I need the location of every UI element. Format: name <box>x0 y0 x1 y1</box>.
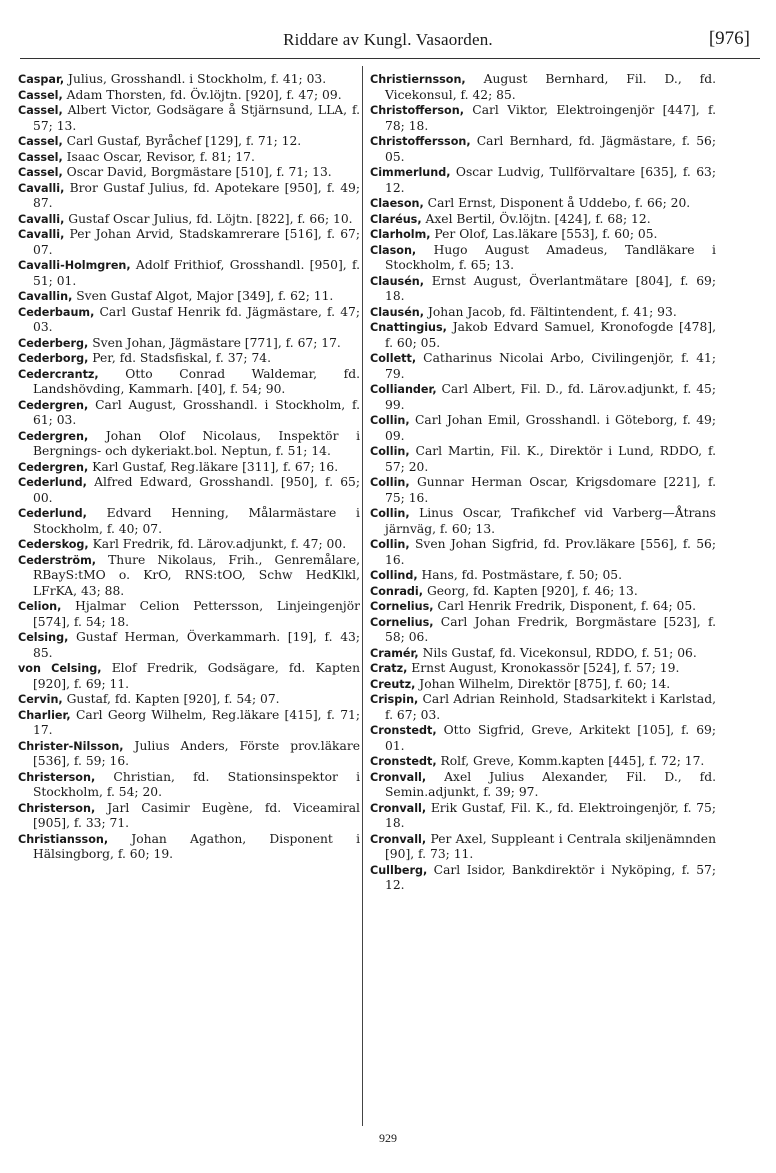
entry-details: Adam Thorsten, fd. Öv.löjtn. [920], f. 47; 09. <box>62 87 342 102</box>
entry-details: Gustaf Herman, Överkammarh. [19], f. 43; 85. <box>33 630 360 660</box>
register-entry <box>370 196 716 212</box>
register-entry <box>18 429 360 460</box>
register-entry <box>18 475 360 506</box>
register-entry <box>18 165 360 181</box>
entry-details: Gustaf, fd. Kapten [920], f. 54; 07. <box>62 692 280 706</box>
entry-surname: Cassel, <box>18 150 63 164</box>
register-entry <box>370 382 716 413</box>
register-entry <box>18 708 360 739</box>
register-entry <box>18 289 360 305</box>
register-entry <box>18 181 360 212</box>
entry-details: Julius, Grosshandl. i Stockholm, f. 41; 03. <box>64 72 327 86</box>
entry-surname: Christiansson, <box>18 832 109 846</box>
register-entry <box>370 506 716 537</box>
page-title: Riddare av Kungl. Vasaorden. <box>283 30 493 49</box>
entry-surname: Cullberg, <box>370 863 428 877</box>
register-entry <box>370 723 716 754</box>
entry-surname: Cassel, <box>18 166 63 179</box>
register-entry <box>18 258 360 289</box>
entry-surname: Cronstedt, <box>370 755 437 768</box>
entry-surname: Cimmerlund, <box>370 166 451 179</box>
register-entry <box>370 832 716 863</box>
entry-surname: Creutz, <box>370 677 416 691</box>
register-entry <box>370 599 716 615</box>
register-entry <box>18 460 360 476</box>
entry-surname: Christer-Nilsson, <box>18 739 124 753</box>
register-entry <box>18 770 360 801</box>
register-entry <box>370 351 716 382</box>
entry-surname: Christoffersson, <box>370 135 471 148</box>
entry-surname: Cederström, <box>18 553 97 567</box>
entry-details: Karl Fredrik, fd. Lärov.adjunkt, f. 47; 00. <box>88 537 347 551</box>
entry-surname: Collin, <box>370 414 410 427</box>
entry-details: Per Olof, Las.läkare [553], f. 60; 05. <box>430 227 658 241</box>
register-entry <box>18 692 360 708</box>
register-entry <box>18 832 360 863</box>
entry-surname: Cavalli-Holmgren, <box>18 259 131 272</box>
entry-surname: Cronvall, <box>370 801 427 815</box>
register-entry <box>370 243 716 274</box>
entry-details: Axel Julius Alexander, Fil. D., fd. Semin.adjunkt, f. 39; 97. <box>385 769 716 799</box>
register-entry <box>18 553 360 600</box>
entry-surname: Cornelius, <box>370 600 434 613</box>
register-entry <box>18 630 360 661</box>
entry-details: Per, fd. Stadsfiskal, f. 37; 74. <box>88 351 271 365</box>
entry-details: Sven Gustaf Algot, Major [349], f. 62; 11. <box>72 289 334 303</box>
entry-details: Julius Anders, Förste prov.läkare [536], f. 59; 16. <box>33 738 360 768</box>
entry-surname: Cederskog, <box>18 538 89 551</box>
entry-details: Catharinus Nicolai Arbo, Civilingenjör, f. 41; 79. <box>385 351 716 381</box>
register-entry <box>18 506 360 537</box>
register-entry <box>370 475 716 506</box>
entry-details: Jarl Casimir Eugène, fd. Viceamiral [905], f. 33; 71. <box>33 800 360 830</box>
register-entry <box>370 320 716 351</box>
entry-details: August Bernhard, Fil. D., fd. Vicekonsul, f. 42; 85. <box>385 72 716 102</box>
entry-details: Axel Bertil, Öv.löjtn. [424], f. 68; 12. <box>421 211 651 226</box>
entry-surname: Cramér, <box>370 646 419 660</box>
entry-surname: Cedergren, <box>18 460 89 474</box>
entry-details: Linus Oscar, Trafikchef vid Varberg—Åtrans järnväg, f. 60; 13. <box>385 506 716 536</box>
register-entry <box>370 770 716 801</box>
entry-details: Bror Gustaf Julius, fd. Apotekare [950], f. 49; 87. <box>33 180 360 210</box>
entry-details: Jakob Edvard Samuel, Kronofogde [478], f. 60; 05. <box>385 320 716 350</box>
entry-surname: Cassel, <box>18 135 63 148</box>
entry-details: Ernst August, Kronokassör [524], f. 57; 19. <box>407 661 680 675</box>
entry-surname: Cavalli, <box>18 212 65 226</box>
entry-details: Erik Gustaf, Fil. K., fd. Elektroingenjör, f. 75; 18. <box>385 800 716 830</box>
entry-surname: Cronstedt, <box>370 724 437 737</box>
left-column <box>18 72 360 863</box>
entry-surname: Cavalli, <box>18 181 65 195</box>
entry-details: Isaac Oscar, Revisor, f. 81; 17. <box>62 149 255 164</box>
register-entry <box>370 568 716 584</box>
entry-surname: Collett, <box>370 352 417 365</box>
register-entry <box>18 88 360 104</box>
register-entry <box>18 72 360 88</box>
register-entry <box>370 863 716 894</box>
entry-details: Otto Sigfrid, Greve, Arkitekt [105], f. 69; 01. <box>385 723 716 753</box>
entry-surname: Christerson, <box>18 770 96 784</box>
entry-details: Elof Fredrik, Godsägare, fd. Kapten [920], f. 69; 11. <box>33 661 361 691</box>
column-divider <box>362 66 363 1126</box>
register-entry <box>18 739 360 770</box>
register-entry <box>370 274 716 305</box>
entry-surname: Caspar, <box>18 73 65 86</box>
entry-details: Johan Jacob, fd. Fältintendent, f. 41; 93. <box>424 304 677 319</box>
entry-surname: Cederlund, <box>18 476 87 489</box>
entry-surname: Cederborg, <box>18 352 89 365</box>
entry-surname: Cedergren, <box>18 429 89 443</box>
entry-details: Per Johan Arvid, Stadskamrerare [516], f. 67; 07. <box>33 227 360 257</box>
register-entry <box>370 165 716 196</box>
register-entry <box>18 212 360 228</box>
register-entry <box>18 537 360 553</box>
entry-details: Carl Georg Wilhelm, Reg.läkare [415], f. 71; 17. <box>33 707 360 737</box>
entry-surname: Collind, <box>370 569 418 582</box>
header-rule <box>20 58 760 59</box>
entry-surname: Clausén, <box>370 274 425 288</box>
entry-details: Hans, fd. Postmästare, f. 50; 05. <box>417 568 623 582</box>
entry-surname: Collin, <box>370 445 410 458</box>
register-entry <box>370 692 716 723</box>
entry-surname: Cassel, <box>18 104 63 117</box>
entry-surname: Colliander, <box>370 383 437 396</box>
entry-surname: Cederlund, <box>18 507 87 520</box>
entry-surname: Claeson, <box>370 197 424 210</box>
entry-surname: Cornelius, <box>370 615 434 629</box>
entry-surname: Cronvall, <box>370 832 427 846</box>
register-entry <box>370 134 716 165</box>
entry-surname: Cedercrantz, <box>18 367 99 381</box>
entry-surname: Cassel, <box>18 88 63 102</box>
entry-details: Carl Gustaf Henrik fd. Jägmästare, f. 47; 03. <box>33 304 360 334</box>
entry-surname: Christiernsson, <box>370 73 466 86</box>
entry-details: Nils Gustaf, fd. Vicekonsul, RDDO, f. 51; 06. <box>418 645 697 660</box>
entry-details: Johan Olof Nicolaus, Inspektör i Bergnings- och dykeriakt.bol. Neptun, f. 51; 14. <box>33 428 360 458</box>
entry-details: Oscar David, Borgmästare [510], f. 71; 13. <box>62 165 332 179</box>
entry-surname: Cederbaum, <box>18 305 95 319</box>
entry-surname: Christerson, <box>18 801 96 815</box>
entry-details: Hugo August Amadeus, Tandläkare i Stockholm, f. 65; 13. <box>385 242 716 272</box>
register-entry <box>18 398 360 429</box>
entry-details: Edvard Henning, Målarmästare i Stockholm, f. 40; 07. <box>33 506 360 536</box>
entry-surname: Clarholm, <box>370 228 431 241</box>
entry-surname: Cratz, <box>370 662 408 675</box>
register-entry <box>18 305 360 336</box>
entry-details: Christian, fd. Stationsinspektor i Stockholm, f. 54; 20. <box>33 769 360 799</box>
entry-details: Ernst August, Överlantmätare [804], f. 69; 18. <box>385 273 716 303</box>
entry-surname: Collin, <box>370 507 410 520</box>
entry-details: Gustaf Oscar Julius, fd. Löjtn. [822], f. 66; 10. <box>64 211 353 226</box>
entry-details: Carl Albert, Fil. D., fd. Lärov.adjunkt, f. 45; 99. <box>385 382 716 412</box>
entry-details: Johan Agathon, Disponent i Hälsingborg, f. 60; 19. <box>33 831 360 861</box>
register-entry <box>370 72 716 103</box>
entry-surname: Celion, <box>18 600 62 613</box>
entry-surname: Cnattingius, <box>370 321 447 334</box>
entry-details: Carl Ernst, Disponent å Uddebo, f. 66; 20. <box>423 196 691 210</box>
entry-details: Sven Johan Sigfrid, fd. Prov.läkare [556], f. 56; 16. <box>385 537 716 567</box>
entry-surname: Clausén, <box>370 305 425 319</box>
entry-surname: Celsing, <box>18 631 69 644</box>
register-entry <box>370 444 716 475</box>
entry-surname: Cronvall, <box>370 770 427 784</box>
entry-surname: Cedergren, <box>18 398 89 412</box>
entry-details: Gunnar Herman Oscar, Krigsdomare [221], f. 75; 16. <box>385 475 716 505</box>
entry-surname: von Celsing, <box>18 662 102 675</box>
entry-details: Carl Adrian Reinhold, Stadsarkitekt i Karlstad, f. 67; 03. <box>385 692 716 722</box>
entry-details: Alfred Edward, Grosshandl. [950], f. 65; 00. <box>33 475 360 505</box>
register-entry <box>18 103 360 134</box>
entry-surname: Charlier, <box>18 708 71 722</box>
register-entry <box>18 661 360 692</box>
register-entry <box>18 801 360 832</box>
entry-details: Carl Isidor, Bankdirektör i Nyköping, f. 57; 12. <box>385 862 716 892</box>
page-number-top: [976] <box>708 28 750 49</box>
register-entry <box>370 103 716 134</box>
entry-details: Carl Martin, Fil. K., Direktör i Lund, RDDO, f. 57; 20. <box>385 444 716 474</box>
entry-details: Carl Johan Fredrik, Borgmästare [523], f. 58; 06. <box>385 614 716 644</box>
entry-details: Otto Conrad Waldemar, fd. Landshövding, Kammarh. [40], f. 54; 90. <box>33 366 360 396</box>
right-column <box>370 72 716 894</box>
register-entry <box>370 212 716 228</box>
register-entry <box>18 367 360 398</box>
register-entry <box>18 150 360 166</box>
register-entry <box>370 305 716 321</box>
entry-details: Per Axel, Suppleant i Centrala skiljenämnden [90], f. 73; 11. <box>385 831 716 861</box>
register-entry <box>370 227 716 243</box>
register-entry <box>370 584 716 600</box>
entry-details: Carl Johan Emil, Grosshandl. i Göteborg, f. 49; 09. <box>385 413 716 443</box>
register-entry <box>370 413 716 444</box>
register-entry <box>370 537 716 568</box>
register-entry <box>370 646 716 662</box>
entry-details: Sven Johan, Jägmästare [771], f. 67; 17. <box>88 335 341 350</box>
entry-details: Carl Viktor, Elektroingenjör [447], f. 78; 18. <box>385 103 716 133</box>
entry-details: Adolf Frithiof, Grosshandl. [950], f. 51; 01. <box>33 258 360 288</box>
entry-surname: Christofferson, <box>370 104 464 117</box>
register-entry <box>370 677 716 693</box>
register-entry <box>18 134 360 150</box>
entry-details: Oscar Ludvig, Tullförvaltare [635], f. 63; 12. <box>385 165 716 195</box>
entry-surname: Cavalli, <box>18 228 65 241</box>
register-entry <box>370 754 716 770</box>
page-footer-number: 929 <box>379 1131 397 1145</box>
entry-surname: Claréus, <box>370 212 422 226</box>
entry-details: Albert Victor, Godsägare å Stjärnsund, LLA, f. 57; 13. <box>33 103 360 133</box>
register-entry <box>370 615 716 646</box>
register-entry <box>18 227 360 258</box>
entry-surname: Cervin, <box>18 693 63 706</box>
entry-details: Hjalmar Celion Pettersson, Linjeingenjör [574], f. 54; 18. <box>33 599 360 629</box>
entry-surname: Clason, <box>370 243 417 257</box>
entry-surname: Collin, <box>370 476 410 489</box>
entry-details: Georg, fd. Kapten [920], f. 46; 13. <box>423 583 638 598</box>
entry-details: Carl August, Grosshandl. i Stockholm, f. 61; 03. <box>33 397 360 427</box>
register-entry <box>18 351 360 367</box>
entry-details: Carl Bernhard, fd. Jägmästare, f. 56; 05. <box>385 134 716 164</box>
entry-details: Karl Gustaf, Reg.läkare [311], f. 67; 16. <box>88 459 339 474</box>
entry-surname: Cederberg, <box>18 336 89 350</box>
entry-surname: Collin, <box>370 538 410 551</box>
entry-details: Carl Henrik Fredrik, Disponent, f. 64; 05. <box>433 599 697 613</box>
entry-surname: Cavallin, <box>18 290 73 303</box>
entry-details: Carl Gustaf, Byråchef [129], f. 71; 12. <box>62 134 302 148</box>
entry-details: Thure Nikolaus, Frih., Genremålare, RBayS:tMO o. KrO, RNS:tOO, Schw HedKlkl, LFrKA, 43; 88. <box>33 552 360 598</box>
page-header <box>20 30 756 54</box>
entry-surname: Conradi, <box>370 584 424 598</box>
entry-details: Johan Wilhelm, Direktör [875], f. 60; 14. <box>415 676 671 691</box>
register-entry <box>18 599 360 630</box>
entry-details: Rolf, Greve, Komm.kapten [445], f. 72; 17. <box>436 754 705 768</box>
register-entry <box>370 661 716 677</box>
register-entry <box>370 801 716 832</box>
entry-surname: Crispin, <box>370 693 419 706</box>
register-entry <box>18 336 360 352</box>
